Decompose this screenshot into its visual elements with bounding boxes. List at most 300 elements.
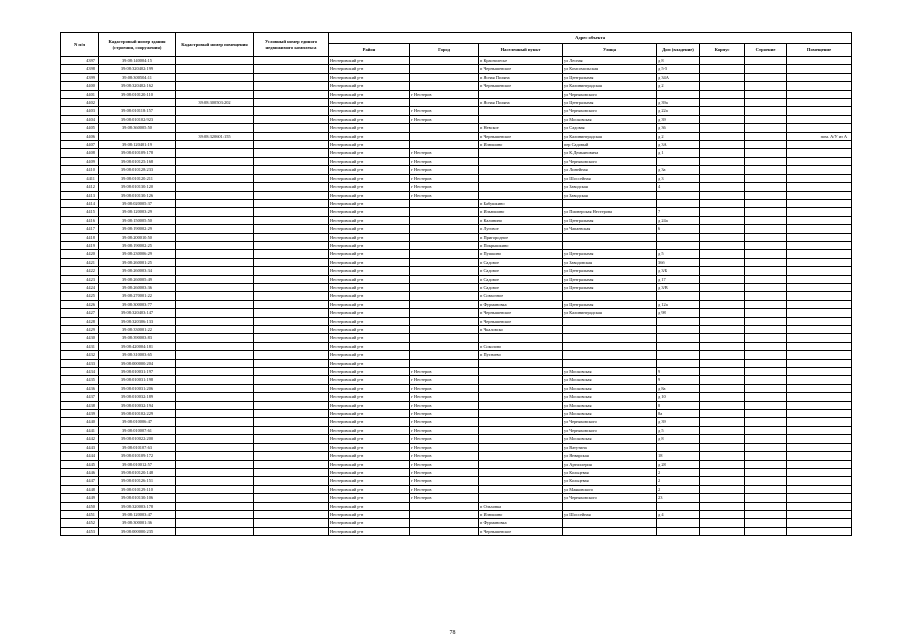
- cell-conditional-number: [254, 317, 329, 325]
- cell-building: [745, 368, 787, 376]
- cell-conditional-number: [254, 300, 329, 308]
- cell-cadastral-premises: [176, 300, 254, 308]
- table-row: [61, 149, 852, 157]
- cell-city: г Нестеров: [410, 183, 479, 191]
- cell-cadastral-premises: [176, 225, 254, 233]
- cell-cadastral-premises: [176, 191, 254, 199]
- cell-city: г Нестеров: [410, 460, 479, 468]
- cell-building: [745, 115, 787, 123]
- cell-premises: [787, 309, 852, 317]
- cell-city: [410, 502, 479, 510]
- cell-city: [410, 258, 479, 266]
- cell-premises: [787, 376, 852, 384]
- cell-number: 4426: [61, 300, 99, 308]
- cell-district: Нестеровский р-н: [329, 275, 410, 283]
- cell-house: д 10: [657, 393, 700, 401]
- cell-city: г Нестеров: [410, 90, 479, 98]
- table-row: [61, 183, 852, 191]
- cell-premises: [787, 65, 852, 73]
- table-row: [61, 166, 852, 174]
- table-row: [61, 124, 852, 132]
- table-row: [61, 359, 852, 367]
- cell-cadastral-building: 39:08:010032:194: [99, 401, 176, 409]
- cell-cadastral-building: 39:08:320402:162: [99, 82, 176, 90]
- cell-block: [700, 157, 745, 165]
- col-cadastral-premises: Кадастровый номер помещения: [176, 33, 254, 57]
- cell-cadastral-building: 39:08:010007:61: [99, 426, 176, 434]
- cell-district: Нестеровский р-н: [329, 393, 410, 401]
- cell-street: ул Центральная: [563, 250, 657, 258]
- cell-building: [745, 149, 787, 157]
- cell-district: Нестеровский р-н: [329, 292, 410, 300]
- cell-house: д 5-5: [657, 65, 700, 73]
- cell-premises: [787, 410, 852, 418]
- cell-street: ул Московская: [563, 115, 657, 123]
- cell-locality: п Илюшино: [479, 141, 563, 149]
- cell-building: [745, 519, 787, 527]
- cell-district: Нестеровский р-н: [329, 519, 410, 527]
- cell-block: [700, 468, 745, 476]
- cell-building: [745, 342, 787, 350]
- cell-cadastral-building: 39:08:320306:133: [99, 317, 176, 325]
- cell-conditional-number: [254, 502, 329, 510]
- cell-block: [700, 519, 745, 527]
- cell-number: 4417: [61, 225, 99, 233]
- table-row: [61, 376, 852, 384]
- cell-building: [745, 460, 787, 468]
- cell-city: [410, 233, 479, 241]
- cell-conditional-number: [254, 342, 329, 350]
- cell-block: [700, 384, 745, 392]
- cell-house: д 8а: [657, 384, 700, 392]
- cell-premises: [787, 149, 852, 157]
- cell-premises: [787, 250, 852, 258]
- cell-street: пер Садовый: [563, 141, 657, 149]
- cell-house: д 98: [657, 309, 700, 317]
- cell-street: [563, 502, 657, 510]
- cell-street: [563, 519, 657, 527]
- cell-city: [410, 199, 479, 207]
- cell-cadastral-premises: [176, 208, 254, 216]
- cell-district: Нестеровский р-н: [329, 225, 410, 233]
- cell-locality: [479, 384, 563, 392]
- cell-number: 4438: [61, 401, 99, 409]
- cell-block: [700, 124, 745, 132]
- cell-cadastral-building: 39:08:320403:147: [99, 309, 176, 317]
- cell-premises: [787, 477, 852, 485]
- cell-district: Нестеровский р-н: [329, 334, 410, 342]
- cell-building: [745, 174, 787, 182]
- cell-block: [700, 510, 745, 518]
- cell-block: [700, 149, 745, 157]
- col-house: Дом (владение): [657, 44, 700, 57]
- cell-locality: [479, 485, 563, 493]
- cell-district: Нестеровский р-н: [329, 141, 410, 149]
- cell-locality: п Чкаловско: [479, 326, 563, 334]
- cell-block: [700, 401, 745, 409]
- cell-locality: [479, 410, 563, 418]
- table-row: [61, 216, 852, 224]
- cell-premises: [787, 502, 852, 510]
- cell-district: Нестеровский р-н: [329, 258, 410, 266]
- cell-district: Нестеровский р-н: [329, 267, 410, 275]
- cell-premises: [787, 166, 852, 174]
- cell-cadastral-premises: [176, 233, 254, 241]
- cell-cadastral-premises: [176, 317, 254, 325]
- cell-street: ул Заводская: [563, 191, 657, 199]
- cell-conditional-number: [254, 141, 329, 149]
- cell-building: [745, 376, 787, 384]
- cell-building: [745, 250, 787, 258]
- cell-cadastral-building: 39:08:260003:36: [99, 283, 176, 291]
- cell-block: [700, 107, 745, 115]
- table-row: [61, 502, 852, 510]
- cell-street: ул Артиллерия: [563, 460, 657, 468]
- table-row: [61, 107, 852, 115]
- cell-conditional-number: [254, 519, 329, 527]
- cell-house: д 39: [657, 115, 700, 123]
- cell-locality: п Ясная Поляна: [479, 99, 563, 107]
- cell-house: д 3а: [657, 166, 700, 174]
- cell-block: [700, 393, 745, 401]
- cell-building: [745, 410, 787, 418]
- cell-number: 4406: [61, 132, 99, 140]
- cell-city: г Нестеров: [410, 115, 479, 123]
- cell-building: [745, 426, 787, 434]
- cell-city: [410, 73, 479, 81]
- cell-house: 4: [657, 183, 700, 191]
- cell-district: Нестеровский р-н: [329, 494, 410, 502]
- cell-street: [563, 342, 657, 350]
- cell-locality: [479, 393, 563, 401]
- cell-locality: [479, 115, 563, 123]
- cell-building: [745, 477, 787, 485]
- cell-block: [700, 502, 745, 510]
- cell-premises: [787, 99, 852, 107]
- cell-district: Нестеровский р-н: [329, 410, 410, 418]
- cell-building: [745, 494, 787, 502]
- cell-street: [563, 241, 657, 249]
- cell-cadastral-premises: [176, 351, 254, 359]
- cell-locality: п Ольховка: [479, 502, 563, 510]
- table-row: [61, 468, 852, 476]
- cell-locality: п Луговое: [479, 225, 563, 233]
- cell-locality: [479, 90, 563, 98]
- cell-cadastral-premises: [176, 393, 254, 401]
- cell-number: 4450: [61, 502, 99, 510]
- table-row: [61, 199, 852, 207]
- cell-conditional-number: [254, 368, 329, 376]
- cell-city: [410, 99, 479, 107]
- cell-district: Нестеровский р-н: [329, 309, 410, 317]
- cell-district: Нестеровский р-н: [329, 376, 410, 384]
- table-row: [61, 225, 852, 233]
- cell-building: [745, 443, 787, 451]
- cell-premises: [787, 73, 852, 81]
- cell-street: ул Шоссейная: [563, 174, 657, 182]
- cell-conditional-number: [254, 418, 329, 426]
- cell-street: [563, 199, 657, 207]
- table-row: [61, 426, 852, 434]
- cell-conditional-number: [254, 384, 329, 392]
- cell-city: [410, 132, 479, 140]
- cell-district: Нестеровский р-н: [329, 502, 410, 510]
- cell-district: Нестеровский р-н: [329, 452, 410, 460]
- cell-block: [700, 199, 745, 207]
- table-row: [61, 208, 852, 216]
- cell-street: [563, 233, 657, 241]
- cell-district: Нестеровский р-н: [329, 250, 410, 258]
- cell-city: [410, 292, 479, 300]
- cell-block: [700, 376, 745, 384]
- table-row: [61, 283, 852, 291]
- cell-district: Нестеровский р-н: [329, 384, 410, 392]
- cell-conditional-number: [254, 485, 329, 493]
- cell-block: [700, 326, 745, 334]
- cell-block: [700, 90, 745, 98]
- cell-district: Нестеровский р-н: [329, 443, 410, 451]
- table-row: [61, 309, 852, 317]
- page-number: 78: [449, 630, 456, 636]
- cell-block: [700, 216, 745, 224]
- cell-street: ул Калининградская: [563, 82, 657, 90]
- cell-cadastral-premises: [176, 326, 254, 334]
- cell-cadastral-premises: [176, 216, 254, 224]
- cell-street: ул К.Демьяновича: [563, 149, 657, 157]
- cell-block: [700, 477, 745, 485]
- cell-locality: п Невское: [479, 124, 563, 132]
- cell-house: [657, 326, 700, 334]
- cell-conditional-number: [254, 452, 329, 460]
- cell-house: [657, 359, 700, 367]
- cell-house: [657, 241, 700, 249]
- cell-cadastral-premises: [176, 157, 254, 165]
- cell-premises: [787, 317, 852, 325]
- cell-premises: [787, 241, 852, 249]
- cell-cadastral-building: 39:08:010120:110: [99, 90, 176, 98]
- cell-premises: [787, 468, 852, 476]
- cell-district: Нестеровский р-н: [329, 174, 410, 182]
- cell-cadastral-premises: [176, 82, 254, 90]
- cell-cadastral-building: 39:08:010130:106: [99, 494, 176, 502]
- cell-cadastral-building: 39:08:010128:233: [99, 166, 176, 174]
- table-row: [61, 300, 852, 308]
- cell-block: [700, 250, 745, 258]
- cell-block: [700, 241, 745, 249]
- cell-city: [410, 216, 479, 224]
- cell-district: Нестеровский р-н: [329, 477, 410, 485]
- cell-city: г Нестеров: [410, 368, 479, 376]
- cell-city: г Нестеров: [410, 384, 479, 392]
- cell-locality: п Ильюшино: [479, 208, 563, 216]
- cell-cadastral-building: 39:08:260003:34: [99, 267, 176, 275]
- cell-street: ул Январская: [563, 452, 657, 460]
- cell-building: [745, 107, 787, 115]
- cell-locality: п Чернышевское: [479, 317, 563, 325]
- cell-district: Нестеровский р-н: [329, 426, 410, 434]
- cell-house: д 39а: [657, 99, 700, 107]
- cell-cadastral-premises: [176, 199, 254, 207]
- cell-conditional-number: [254, 267, 329, 275]
- table-row: [61, 157, 852, 165]
- cell-building: [745, 258, 787, 266]
- cell-conditional-number: [254, 275, 329, 283]
- cell-conditional-number: [254, 199, 329, 207]
- cell-premises: [787, 157, 852, 165]
- cell-conditional-number: [254, 410, 329, 418]
- cell-cadastral-premises: [176, 57, 254, 65]
- cell-locality: [479, 460, 563, 468]
- cell-house: д 22а: [657, 107, 700, 115]
- cell-district: Нестеровский р-н: [329, 342, 410, 350]
- cell-street: ул Черняховского: [563, 107, 657, 115]
- cell-block: [700, 460, 745, 468]
- cell-cadastral-building: 39:08:300001:36: [99, 519, 176, 527]
- cell-number: 4429: [61, 326, 99, 334]
- cell-block: [700, 342, 745, 350]
- cell-conditional-number: [254, 477, 329, 485]
- cell-conditional-number: [254, 166, 329, 174]
- cell-cadastral-building: 39:08:320003:178: [99, 502, 176, 510]
- cell-premises: [787, 519, 852, 527]
- cell-building: [745, 452, 787, 460]
- table-row: [61, 435, 852, 443]
- cell-locality: п Ясная Поляна: [479, 73, 563, 81]
- cell-street: ул Маяковского: [563, 485, 657, 493]
- cell-block: [700, 191, 745, 199]
- cell-city: г Нестеров: [410, 376, 479, 384]
- cell-number: 4403: [61, 107, 99, 115]
- cell-city: [410, 283, 479, 291]
- cell-building: [745, 141, 787, 149]
- cell-conditional-number: [254, 115, 329, 123]
- cell-premises: [787, 351, 852, 359]
- table-row: [61, 342, 852, 350]
- cell-premises: [787, 359, 852, 367]
- cell-number: 4452: [61, 519, 99, 527]
- cell-cadastral-building: 39:08:010125:168: [99, 157, 176, 165]
- cell-cadastral-premises: [176, 258, 254, 266]
- cell-premises: [787, 485, 852, 493]
- cell-block: [700, 115, 745, 123]
- cell-building: [745, 233, 787, 241]
- cell-cadastral-premises: [176, 494, 254, 502]
- cell-street: ул Черняховского: [563, 418, 657, 426]
- cell-house: д 3: [657, 174, 700, 182]
- cell-locality: [479, 494, 563, 502]
- cell-locality: п Чернышевское: [479, 132, 563, 140]
- cell-premises: [787, 368, 852, 376]
- cell-building: [745, 468, 787, 476]
- cell-number: 4420: [61, 250, 99, 258]
- cell-block: [700, 82, 745, 90]
- cell-block: [700, 99, 745, 107]
- cell-number: 4423: [61, 275, 99, 283]
- cell-conditional-number: [254, 494, 329, 502]
- cell-premises: [787, 527, 852, 535]
- cell-number: 4427: [61, 309, 99, 317]
- cell-cadastral-building: 39:08:010031:198: [99, 376, 176, 384]
- cell-cadastral-premises: [176, 141, 254, 149]
- cell-conditional-number: [254, 258, 329, 266]
- cell-conditional-number: [254, 460, 329, 468]
- cell-district: Нестеровский р-н: [329, 107, 410, 115]
- cell-conditional-number: [254, 326, 329, 334]
- cell-conditional-number: [254, 132, 329, 140]
- cell-district: Нестеровский р-н: [329, 191, 410, 199]
- cell-district: Нестеровский р-н: [329, 468, 410, 476]
- cell-district: Нестеровский р-н: [329, 326, 410, 334]
- cell-city: г Нестеров: [410, 410, 479, 418]
- cell-conditional-number: [254, 191, 329, 199]
- cell-number: 4443: [61, 443, 99, 451]
- col-conditional-number: Условный номер единого недвижимого комплекса: [254, 33, 329, 57]
- cell-locality: [479, 376, 563, 384]
- cell-city: [410, 225, 479, 233]
- cell-city: [410, 519, 479, 527]
- table-row: [61, 510, 852, 518]
- cell-block: [700, 233, 745, 241]
- cell-number: 4421: [61, 258, 99, 266]
- cell-building: [745, 166, 787, 174]
- col-address-group: Адрес объекта: [329, 33, 852, 44]
- cell-city: [410, 241, 479, 249]
- cell-locality: [479, 183, 563, 191]
- cell-number: 4414: [61, 199, 99, 207]
- table-row: [61, 191, 852, 199]
- table-row: [61, 73, 852, 81]
- cell-building: [745, 267, 787, 275]
- cell-street: ул Московская: [563, 393, 657, 401]
- cell-house: д 34А: [657, 73, 700, 81]
- cell-city: г Нестеров: [410, 468, 479, 476]
- cell-building: [745, 309, 787, 317]
- table-row: [61, 326, 852, 334]
- cell-cadastral-premises: [176, 443, 254, 451]
- cell-street: ул Заводовская: [563, 258, 657, 266]
- cell-house: 36б: [657, 258, 700, 266]
- cell-number: 4444: [61, 452, 99, 460]
- cell-street: ул Пионерская Нестерова: [563, 208, 657, 216]
- col-locality: Населенный пункт: [479, 44, 563, 57]
- cell-house: [657, 157, 700, 165]
- cell-house: [657, 351, 700, 359]
- cell-cadastral-building: 39:08:230006:29: [99, 250, 176, 258]
- cell-block: [700, 183, 745, 191]
- cell-block: [700, 65, 745, 73]
- cell-cadastral-building: 39:08:000000:204: [99, 359, 176, 367]
- cell-locality: [479, 468, 563, 476]
- cell-locality: п Чернышевское: [479, 527, 563, 535]
- cell-house: [657, 342, 700, 350]
- col-street: Улица: [563, 44, 657, 57]
- cell-conditional-number: [254, 527, 329, 535]
- cell-premises: [787, 82, 852, 90]
- cell-building: [745, 435, 787, 443]
- cell-conditional-number: [254, 241, 329, 249]
- cell-cadastral-premises: [176, 410, 254, 418]
- cell-city: г Нестеров: [410, 485, 479, 493]
- table-row: [61, 452, 852, 460]
- cell-number: 4448: [61, 485, 99, 493]
- cell-cadastral-building: 39:08:010006:47: [99, 418, 176, 426]
- cell-house: д 12а: [657, 300, 700, 308]
- cell-cadastral-premises: [176, 384, 254, 392]
- cell-street: ул Шоссейная: [563, 510, 657, 518]
- cell-block: [700, 73, 745, 81]
- cell-street: [563, 359, 657, 367]
- cell-cadastral-premises: [176, 452, 254, 460]
